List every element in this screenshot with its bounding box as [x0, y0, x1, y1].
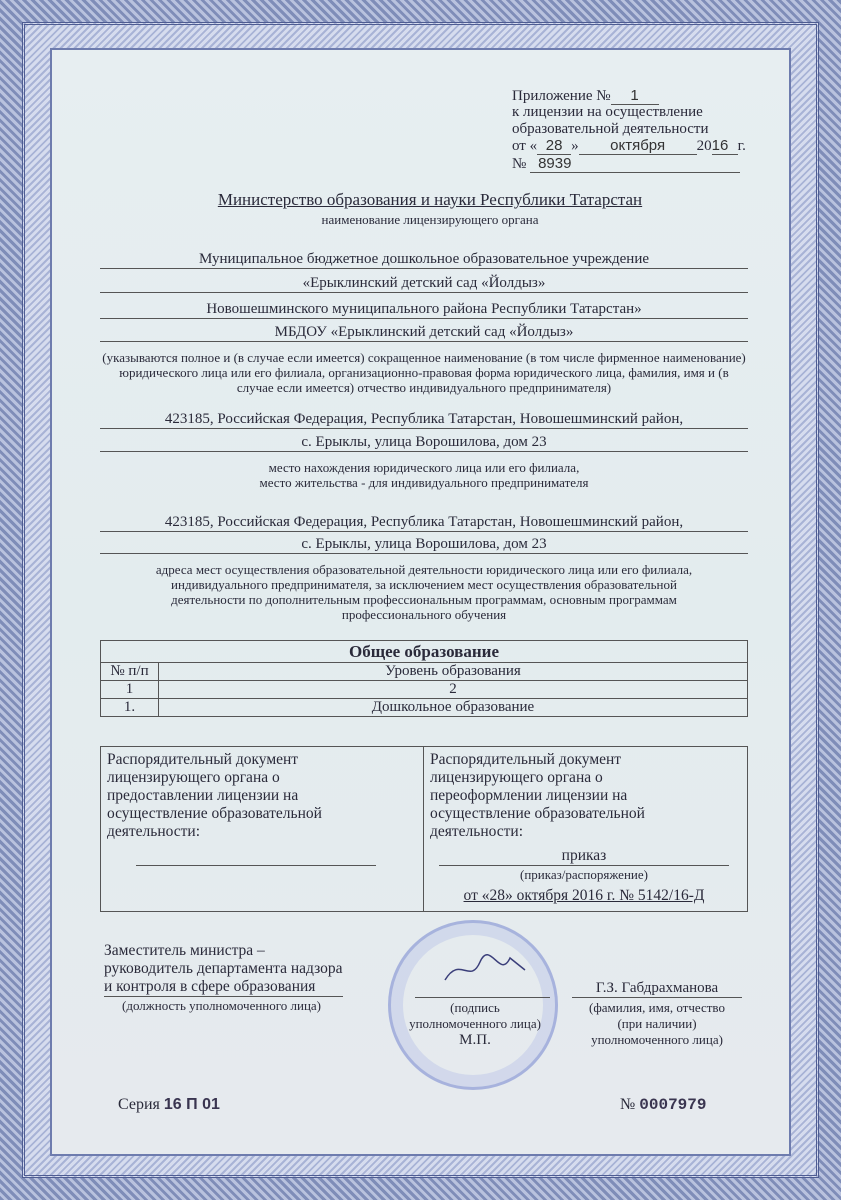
- signer-position: [104, 942, 343, 997]
- address-line: 423185, Российская Федерация, Республика Татарстан, Новошешминский район,: [100, 514, 748, 532]
- education-table: [100, 640, 748, 717]
- position-line: руководитель департамента надзора: [104, 960, 343, 977]
- position-line: и контроля в сфере образования: [104, 978, 343, 997]
- date-day: 28: [537, 137, 571, 155]
- name-caption: (фамилия, имя, отчество: [589, 1000, 725, 1015]
- table-header: № п/п: [101, 663, 159, 681]
- appendix-line3: образовательной деятельности: [512, 121, 709, 137]
- position-caption: (должность уполномоченного лица): [122, 998, 322, 1013]
- doc-type-caption: (приказ/распоряжение): [520, 867, 648, 882]
- series: [118, 1096, 220, 1113]
- reissue-document-box: [423, 746, 748, 912]
- grant-document-text: Распорядительный документ лицензирующего органа о предоставлении лицензии на осуществление образовательной деятельности:: [107, 751, 322, 840]
- location-line: 423185, Российская Федерация, Республика Татарстан, Новошешминский район,: [100, 411, 748, 429]
- seal-label: М.П.: [459, 1032, 491, 1048]
- sign-caption: (подпись: [450, 1000, 500, 1015]
- license-number: 8939: [530, 155, 740, 173]
- form-number: [620, 1096, 706, 1114]
- org-line: Муниципальное бюджетное дошкольное образовательное учреждение: [100, 251, 748, 269]
- date-prefix: от «: [512, 138, 538, 154]
- address-caption: адреса мест осуществления образовательной деятельности юридического лица или его филиала, индивидуального предпринимателя, за исключением мест осуществления образовательной деятельности по дополнительным профессиональным программам, основным программам профессионального обучения: [155, 562, 693, 622]
- name-caption: (при наличии): [617, 1016, 697, 1031]
- table-index-cell: 1: [101, 681, 159, 699]
- grant-document-box: [100, 746, 424, 912]
- number-label: №: [620, 1096, 636, 1113]
- address-line: с. Ерыклы, улица Ворошилова, дом 23: [100, 536, 748, 554]
- table-cell: 1.: [101, 699, 159, 717]
- num-label: №: [512, 156, 527, 172]
- series-label: Серия: [118, 1096, 160, 1113]
- date-mid: »: [571, 138, 579, 154]
- series-value: 16 П 01: [163, 1096, 220, 1113]
- sign-caption: уполномоченного лица): [409, 1016, 541, 1031]
- appendix-line2: к лицензии на осуществление: [512, 104, 703, 120]
- signature-icon: [440, 950, 530, 990]
- location-line: с. Ерыклы, улица Ворошилова, дом 23: [100, 434, 748, 452]
- year-prefix: 20: [696, 138, 712, 154]
- location-caption2: место жительства - для индивидуального предпринимателя: [259, 475, 589, 490]
- position-line: Заместитель министра –: [104, 942, 265, 959]
- year-end: г.: [737, 138, 746, 154]
- reissue-document-text: Распорядительный документ лицензирующего органа о переоформлении лицензии на осуществление образовательной деятельности:: [430, 751, 645, 840]
- org-line: Новошешминского муниципального района Республики Татарстан»: [100, 301, 748, 319]
- doc-reference: от «28» октября 2016 г. № 5142/16-Д: [463, 887, 705, 904]
- authority-name: Министерство образования и науки Республики Татарстан: [217, 190, 643, 209]
- table-title: Общее образование: [101, 641, 748, 663]
- date-month: октября: [579, 137, 697, 155]
- table-header: Уровень образования: [159, 663, 748, 681]
- table-row: [101, 699, 748, 717]
- org-line: «Ерыклинский детский сад «Йолдыз»: [100, 275, 748, 293]
- location-caption1: место нахождения юридического лица или его филиала,: [268, 460, 580, 475]
- org-line: МБДОУ «Ерыклинский детский сад «Йолдыз»: [100, 324, 748, 342]
- org-caption: (указываются полное и (в случае если имеется) сокращенное наименование (в том числе фирменное наименование) юридического лица или его филиала, организационно-правовая форма юридического лица, фамилия, имя и (в случае если имеется) отчество индивидуального предпринимателя): [102, 350, 746, 395]
- number-value: 0007979: [639, 1096, 707, 1114]
- name-caption: уполномоченного лица): [591, 1032, 723, 1047]
- appendix-number: 1: [611, 87, 659, 105]
- appendix-label: Приложение №: [512, 88, 611, 104]
- signer-name: Г.З. Габдрахманова: [572, 980, 742, 998]
- year-suffix: 16: [712, 137, 738, 155]
- authority-caption: наименование лицензирующего органа: [321, 212, 539, 227]
- doc-type: приказ: [439, 847, 729, 866]
- table-index-cell: 2: [159, 681, 748, 699]
- table-cell: Дошкольное образование: [159, 699, 748, 717]
